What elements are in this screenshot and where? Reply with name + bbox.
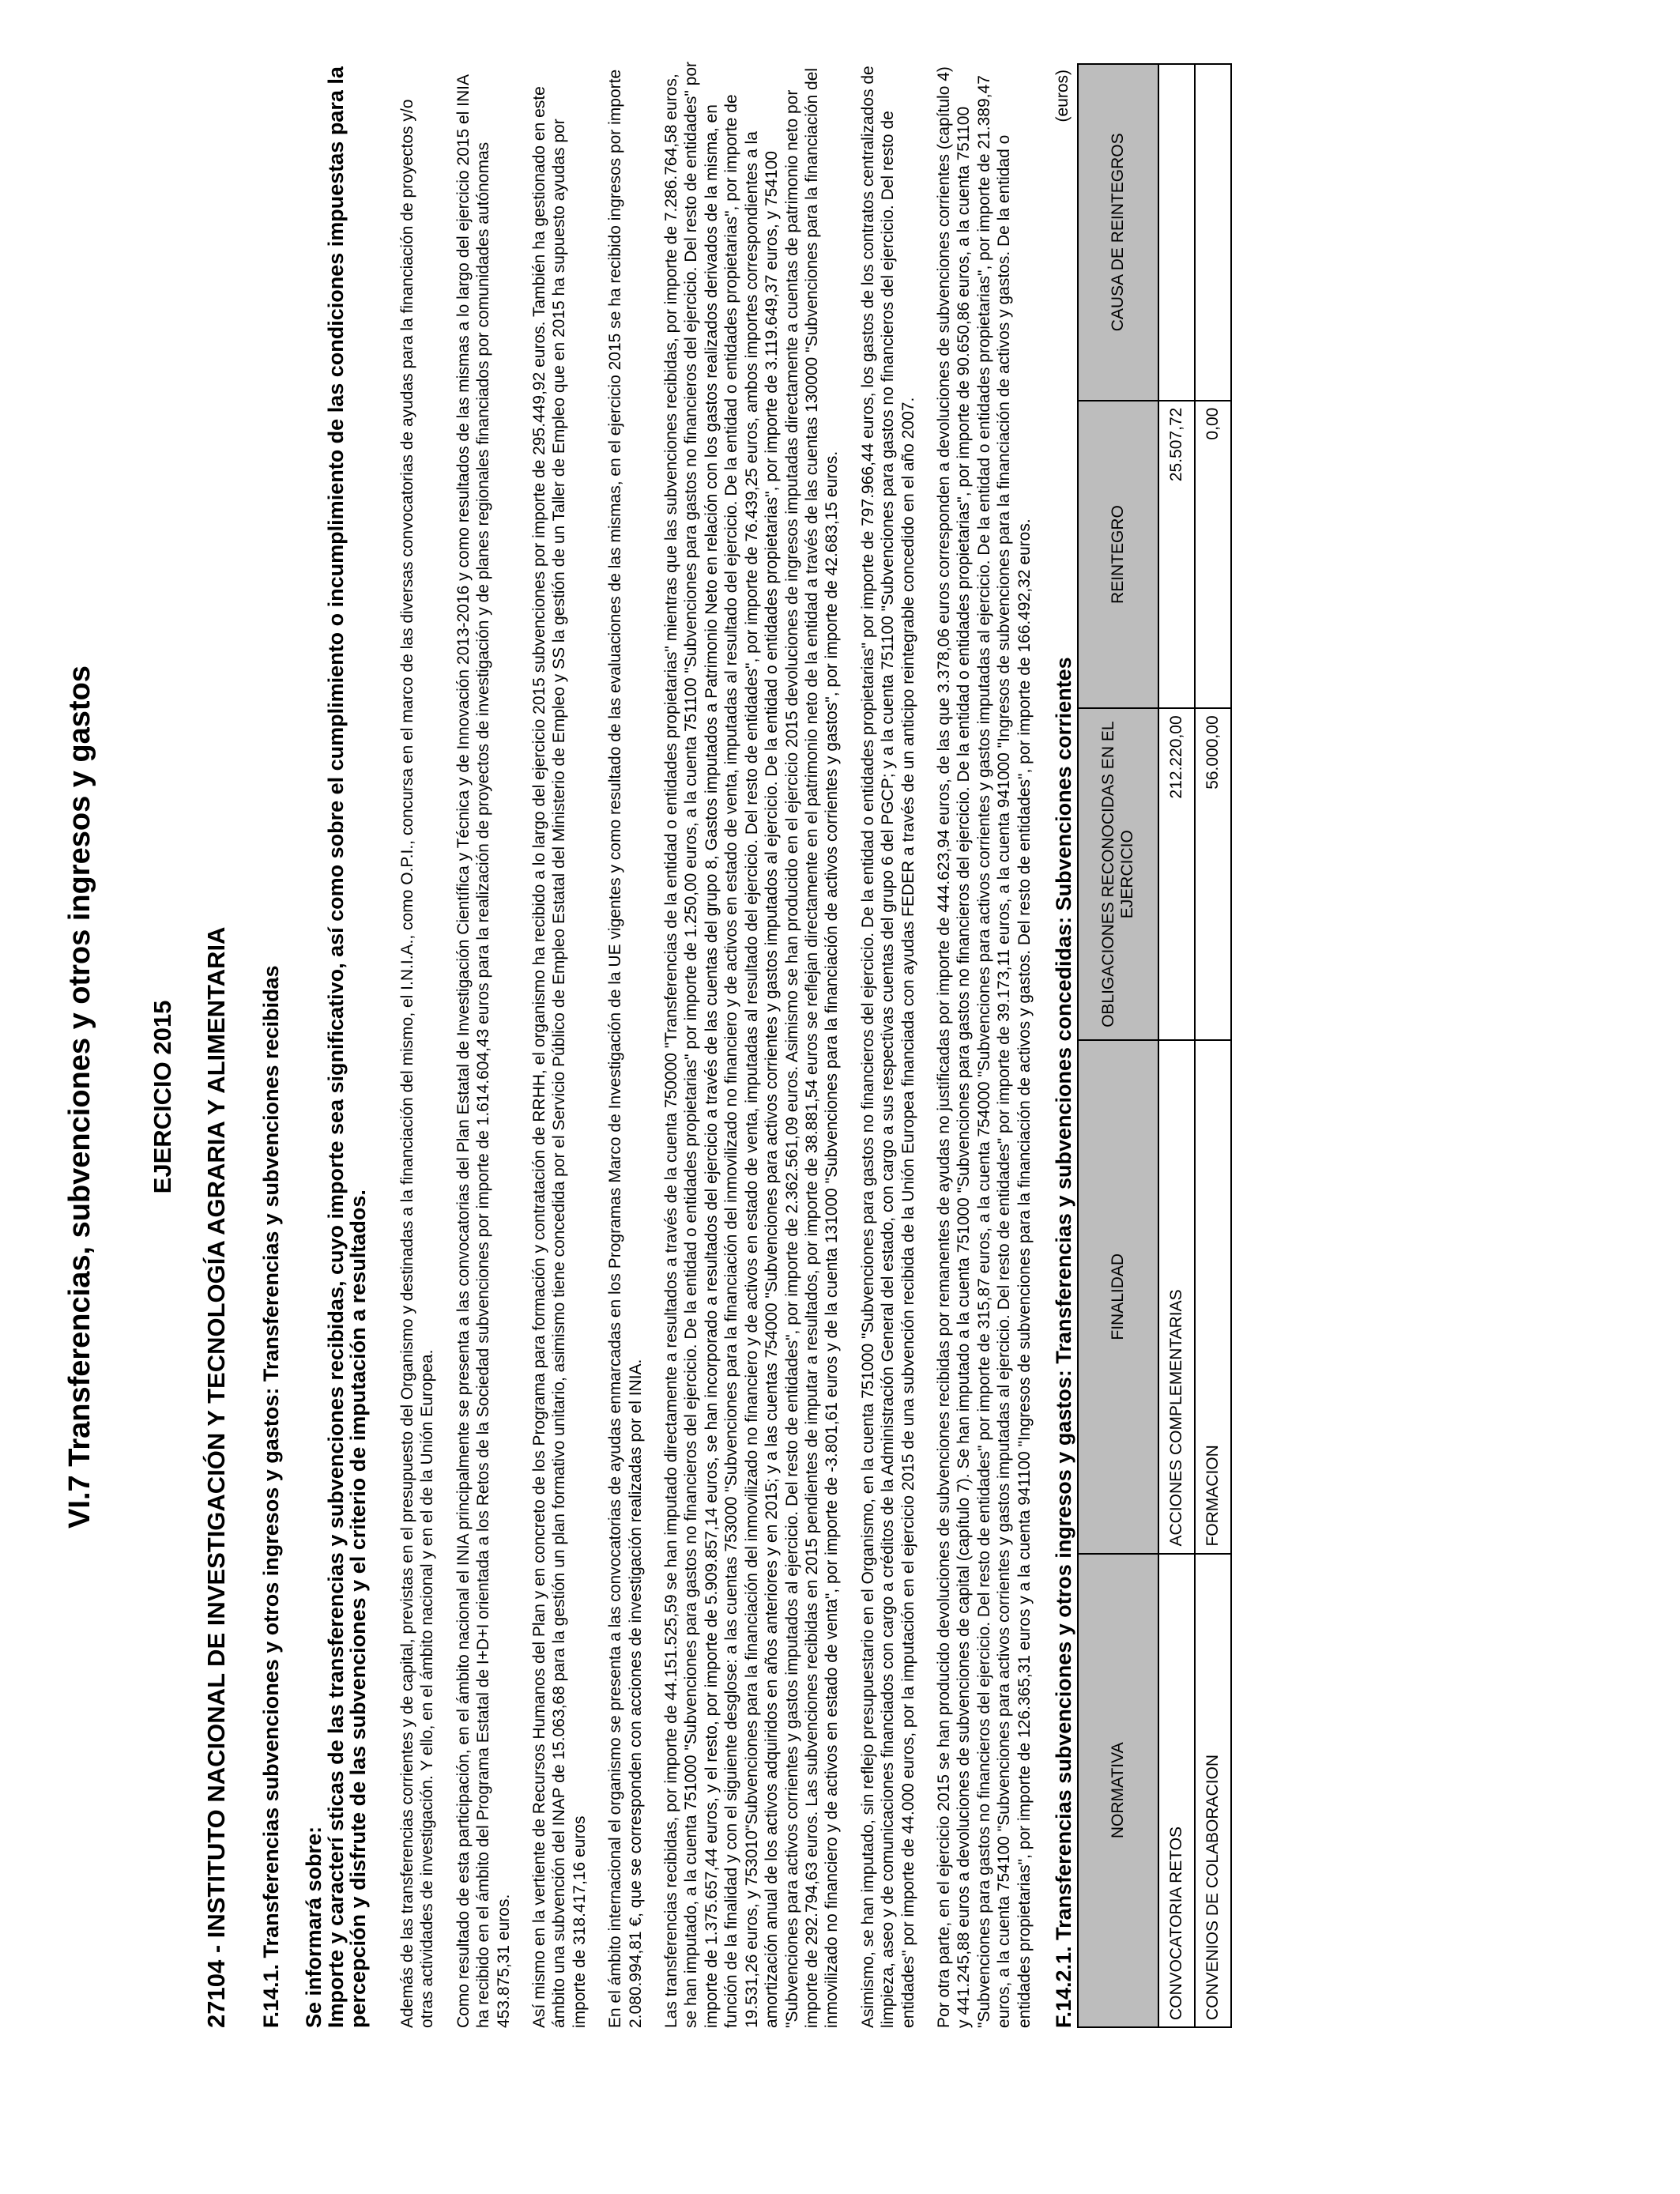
cell-finalidad: FORMACION bbox=[1195, 1040, 1231, 1553]
cell-reintegro: 0,00 bbox=[1195, 401, 1231, 709]
cell-finalidad: ACCIONES COMPLEMENTARIAS bbox=[1158, 1040, 1195, 1553]
column-header-finalidad: FINALIDAD bbox=[1078, 1040, 1158, 1553]
organism-heading: 27104 - INSTITUTO NACIONAL DE INVESTIGACIÓN Y TECNOLOGÍA AGRARIA Y ALIMENTARIA bbox=[202, 926, 230, 2028]
cell-normativa: CONVOCATORIA RETOS bbox=[1158, 1554, 1195, 2027]
paragraph: Así mismo en la vertiente de Recursos Humanos del Plan y en concreto de los Programa para formación y contratación de RRHH, el organismo ha recibido a lo largo del ejercicio 2015 subvenciones por importe de 295.449,92 euros. También ha gestionado en este ámbito una subvención del INAP de 15.063,68 para la gestión un plan formativo unitario, asimismo tiene concedida por el Servicio Público de Empleo Estatal del Ministerio de Empleo y SS la gestión de un Taller de Empleo que en 2015 ha supuesto ayudas por importe de 318.417,16 euros bbox=[530, 86, 589, 2028]
column-header-reintegro: REINTEGRO bbox=[1078, 401, 1158, 709]
column-header-causa: CAUSA DE REINTEGROS bbox=[1078, 64, 1158, 401]
body-column bbox=[202, 60, 1232, 2028]
cell-causa bbox=[1195, 64, 1231, 401]
cell-obligaciones: 56.000,00 bbox=[1195, 708, 1231, 1040]
units-label: (euros) bbox=[1053, 70, 1072, 123]
inform-heading: Se informará sobre: bbox=[302, 1826, 326, 2028]
table-title: F.14.2.1. Transferencias subvenciones y otros ingresos y gastos: Transferencias y subvenciones concedidas: Subvenciones corrientes bbox=[1051, 657, 1075, 2028]
column-header-normativa: NORMATIVA bbox=[1078, 1554, 1158, 2027]
paragraph: Como resultado de esta participación, en el ámbito nacional el INIA principalmente se presenta a las convocatorias del Plan Estatal de Investigación Científica y Técnica y de Innovación 2013-2016 y como resultados de las mismas a lo largo del ejercicio 2015 el INIA ha recibido en el ámbito del Programa Estatal de I+D+I orientada a los Retos de la Sociedad subvenciones por importe de 1.614.604,43 euros para la realización de proyectos de investigación y de planes regionales financiados por comunidades autónomas 453.875,31 euros. bbox=[454, 75, 513, 2028]
paragraph: Por otra parte, en el ejercicio 2015 se han producido devoluciones de subvenciones recibidas por remanentes de ayudas no justificadas por importe de 444.623,94 euros, de las que 3.378,06 euros corresponden a devoluciones de subvenciones corrientes (capítulo 4) y 441.245,88 euros a devoluciones de subvenciones de capital (capítulo 7). Se han imputado a la cuenta 751000 "Subvenciones para gastos no financieros del ejercicio. De la entidad o entidades propietarias", por importe de 90.650,86 euros, a la cuenta 751100 "Subvenciones para gastos no financieros del ejercicio. Del resto de entidades" por importe de 315,87 euros, a la cuenta 754000 "Subvenciones para activos corrientes y gastos imputadas al ejercicio. De la entidad o entidades propietarias", por importe de 21.389,47 euros, a la cuenta 754100 "Subvenciones para activos corrientes y gastos imputadas al ejercicio. Del resto de entidades" por importe de 39.173,11 euros, a la cuenta 941000 "Ingresos de subvenciones para la financiación de activos y gastos. De la entidad o entidades propietarias", por importe de 126.365,31 euros y a la cuenta 941100 "Ingresos de subvenciones para la financiación de activos y gastos. Del resto de entidades", por importe de 166.492,32 euros. bbox=[934, 66, 1034, 2028]
cell-reintegro: 25.507,72 bbox=[1158, 401, 1195, 709]
table-caption-row bbox=[1050, 60, 1077, 2028]
document-title: VI.7 Transferencias, subvenciones y otros ingresos y gastos bbox=[63, 665, 96, 1529]
paragraph: Además de las transferencias corrientes y de capital, previstas en el presupuesto del Organismo y destinadas a la financiación del mismo, el I.N.I.A., como O.P.I., concursa en el marco de las diversas convocatorias de ayudas para la financiación de proyectos y/o otras actividades de investigación. Y ello, en el ámbito nacional y en el de la Unión Europea. bbox=[398, 99, 437, 2028]
cell-obligaciones: 212.220,00 bbox=[1158, 708, 1195, 1040]
paragraph: En el ámbito internacional el organismo se presenta a las convocatorias de ayudas enmarcadas en los Programas Marco de Investigación de la UE vigentes y como resultado de las evaluaciones de las mismas, en el ejercicio 2015 se ha recibido ingresos por importe 2.080.994,81 €, que se corresponden con acciones de investigación realizadas por el INIA. bbox=[606, 69, 645, 2028]
table-row bbox=[1158, 64, 1195, 2027]
exercise-year: EJERCICIO 2015 bbox=[149, 1000, 176, 1194]
paragraph: Asimismo, se han imputado, sin reflejo presupuestario en el Organismo, en la cuenta 751000 "Subvenciones para gastos no financieros del ejercicio. De la entidad o entidades propietarias" por importe de 797.966,44 euros, los gastos de los contratos centralizados de limpieza, aseo y de comunicaciones financiados con cargo a créditos de la Administración General del estado, con cargo a sus respectivas cuentas del grupo 6 del PGCP; y a la cuenta 751100 "Subvenciones para gastos no financieros del ejercicio. Del resto de entidades" por importe de 44.000 euros, por la imputación en el ejercicio 2015 de una subvención recibida de la Unión Europea financiada con ayudas FEDER a través de un anticipo reintegrable concedido en el año 2007. bbox=[858, 66, 917, 2028]
table-header-row bbox=[1078, 64, 1158, 2027]
cell-normativa: CONVENIOS DE COLABORACION bbox=[1195, 1554, 1231, 2027]
column-header-obligaciones: OBLIGACIONES RECONOCIDAS EN EL EJERCICIO bbox=[1078, 708, 1158, 1040]
subsidies-table bbox=[1077, 63, 1232, 2028]
cell-causa bbox=[1158, 64, 1195, 401]
section-heading: F.14.1. Transferencias subvenciones y otros ingresos y gastos: Transferencias y subvenciones recibidas bbox=[259, 965, 283, 2028]
inform-text: Importe y caracterí sticas de las transferencias y subvenciones recibidas, cuyo importe sea significativo, así como sobre el cumplimiento o incumplimiento de las condiciones impuestas para la percepción y disfrute de las subvenciones y el criterio de imputación a resultados. bbox=[324, 66, 370, 2028]
table-row bbox=[1195, 64, 1231, 2027]
paragraph: Las transferencias recibidas, por importe de 44.151.525,59 se han imputado directamente a resultados a través de la cuenta 750000 "Transferencias de la entidad o entidades propietarias" mientras que las subvenciones recibidas, por importe de 7.286.764,58 euros, se han imputado, a la cuenta 751000 "Subvenciones para gastos no financieros del ejercicio. De la entidad o entidades propietarias" por importe de 1.250,00 euros, a la cuenta 751100 "Subvenciones para gastos no financieros del ejercicio. Del resto de entidades" por importe de 1.375.657,44 euros, y el resto, por importe de 5.909.857,14 euros, se han incorporado a resultados del ejercicio a través de las cuentas del grupo 8, Gastos imputados a Patrimonio Neto en relación con los gastos realizados derivados de la misma, en función de la finalidad y con el siguiente desglose: a las cuentas 753000 "Subvenciones para la financiación del inmovilizado no financiero y de activos en estado de venta, imputadas al resultado del ejercicio. De la entidad o entidades propietarias", por importe de 19.531,26 euros, y 753010"Subvenciones para la financiación del inmovilizado no financiero y de activos en estado de venta, imputadas al resultado del ejercicio. Del resto de entidades", por importe de 76.439,25 euros, ambos importes correspondientes a la amortización anual de los activos adquiridos en años anteriores y en 2015; y a las cuentas 754000 "Subvenciones para activos corrientes y gastos imputados al ejercicio. De la entidad o entidades propietarias", por importe de 3.119.649,37 euros, y 754100 "Subvenciones para activos corrientes y gastos imputados al ejercicio. Del resto de entidades", por importe de 2.362.561,09 euros. Asimismo se han producido en el ejercicio 2015 devoluciones de ingresos imputadas directamente a cuentas de patrimonio neto por importe de 292.794,63 euros. Las subvenciones recibidas en 2015 pendientes de imputar a resultados, por importe de 38.881,54 euros se reflejan directamente en el patrimonio neto de la entidad a través de las cuentas 130000 "Subvenciones para la financiación del inmovilizado no financiero y de activos en estado de venta", por importe de -3.801,61 euros y de la cuenta 131000 "Subvenciones para la financiación de activos corrientes y gastos", por importe de 42.683,15 euros. bbox=[662, 61, 842, 2028]
